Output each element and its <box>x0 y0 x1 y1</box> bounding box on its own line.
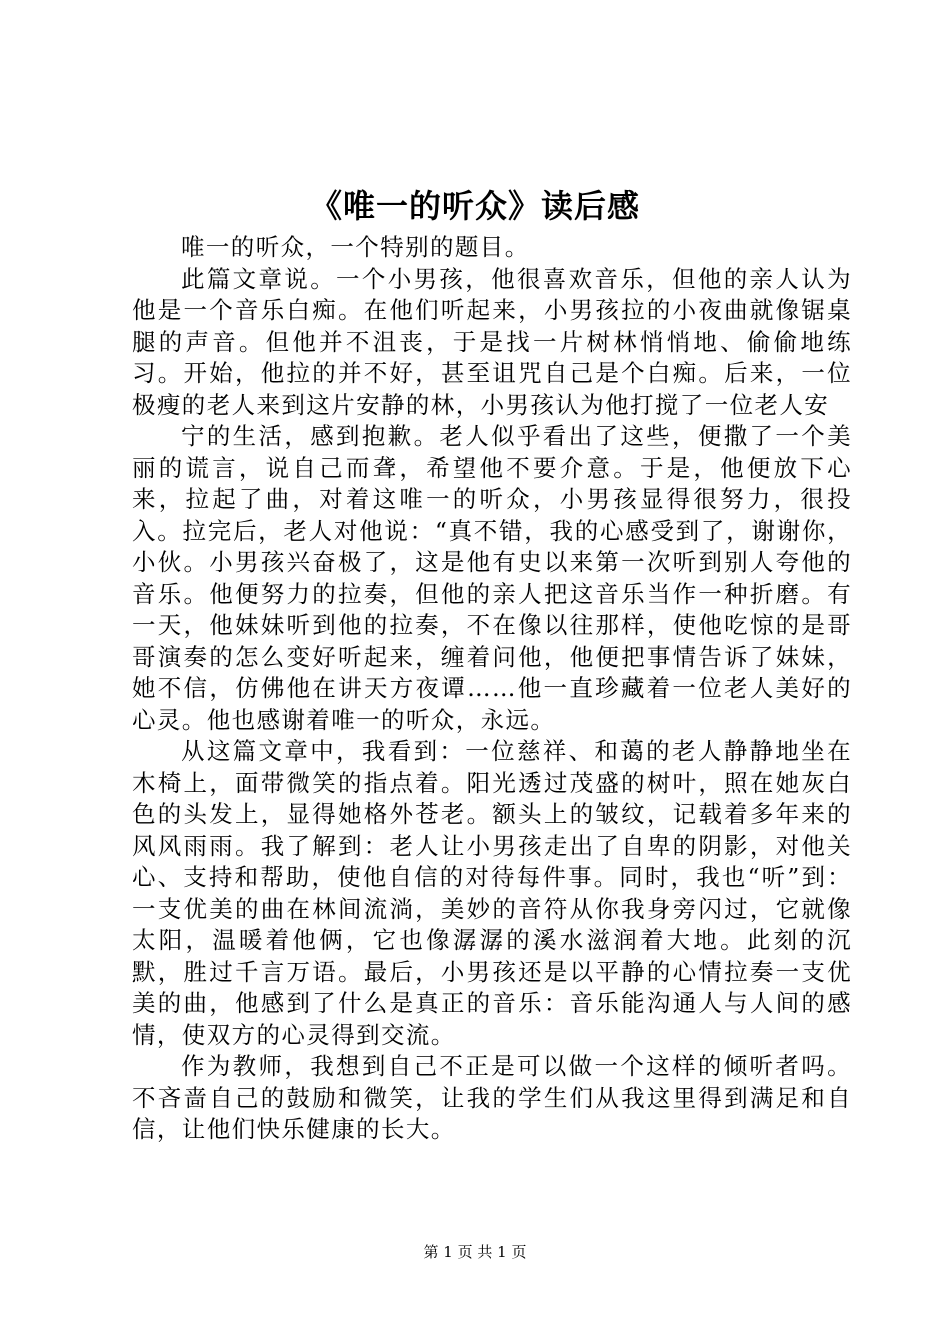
paragraph-2: 此篇文章说。一个小男孩，他很喜欢音乐，但他的亲人认为他是一个音乐白痴。在他们听起来，小男孩拉的小夜曲就像锯桌腿的声音。但他并不沮丧，于是找一片树林悄悄地、偷偷地练习。开始，他拉的并不好，甚至诅咒自己是个白痴。后来，一位极瘦的老人来到这片安静的林，小男孩认为他打搅了一位老人安 <box>132 264 852 419</box>
paragraph-4: 从这篇文章中，我看到：一位慈祥、和蔼的老人静静地坐在木椅上，面带微笑的指点着。阳光透过茂盛的树叶，照在她灰白色的头发上，显得她格外苍老。额头上的皱纹，记载着多年来的风风雨雨。我了解到：老人让小男孩走出了自卑的阴影，对他关心、支持和帮助，使他自信的对待每件事。同时，我也“听”到：一支优美的曲在林间流淌，美妙的音符从你我身旁闪过，它就像太阳，温暖着他俩，它也像潺潺的溪水滋润着大地。此刻的沉默，胜过千言万语。最后，小男孩还是以平静的心情拉奏一支优美的曲，他感到了什么是真正的音乐：音乐能沟通人与人间的感情，使双方的心灵得到交流。 <box>132 737 852 1049</box>
page-number-footer: 第 1 页 共 1 页 <box>423 1243 527 1261</box>
paragraph-3: 宁的生活，感到抱歉。老人似乎看出了这些，便撒了一个美丽的谎言，说自己而聋，希望他不要介意。于是，他便放下心来，拉起了曲，对着这唯一的听众，小男孩显得很努力，很投入。拉完后，老人对他说：“真不错，我的心感受到了，谢谢你，小伙。小男孩兴奋极了，这是他有史以来第一次听到别人夸他的音乐。他便努力的拉奏，但他的亲人把这音乐当作一种折磨。有一天，他妹妹听到他的拉奏，不在像以往那样，使他吃惊的是哥哥演奏的怎么变好听起来，缠着问他，他便把事情告诉了妹妹，她不信，仿佛他在讲天方夜谭……他一直珍藏着一位老人美好的心灵。他也感谢着唯一的听众，永远。 <box>132 422 852 734</box>
paragraph-5: 作为教师，我想到自己不正是可以做一个这样的倾听者吗。不吝啬自己的鼓励和微笑，让我的学生们从我这里得到满足和自信，让他们快乐健康的长大。 <box>132 1052 852 1143</box>
document-body <box>132 232 852 1146</box>
paragraph-1: 唯一的听众，一个特别的题目。 <box>181 233 530 261</box>
document-title: 《唯一的听众》读后感 <box>309 187 640 225</box>
